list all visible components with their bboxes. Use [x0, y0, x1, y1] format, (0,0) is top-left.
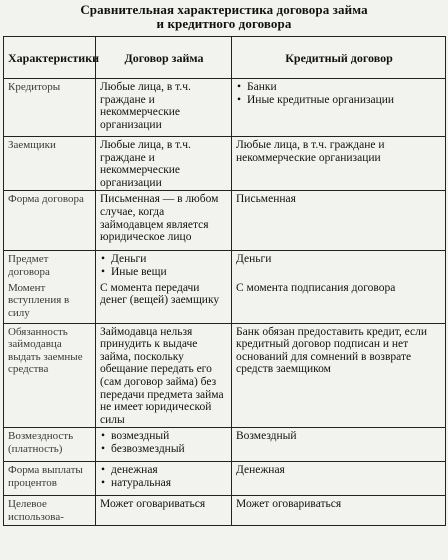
loan-cell — [96, 462, 232, 496]
comparison-table — [3, 36, 446, 526]
header-characteristics: Характеристики — [4, 37, 96, 79]
table-header-row — [4, 37, 446, 79]
table-row — [4, 428, 446, 462]
table-row — [4, 496, 446, 525]
bullet-list — [236, 81, 442, 106]
list-item: • денежная — [100, 464, 228, 477]
credit-cell: Деньги — [232, 251, 446, 280]
credit-cell — [232, 79, 446, 137]
table-row — [4, 323, 446, 428]
list-item: • Иные вещи — [100, 266, 228, 279]
row-label: Обязанность займодавца выдать заемные средства — [4, 323, 96, 428]
list-item: • возмездный — [100, 430, 228, 443]
credit-cell: С момента подписания договора — [232, 280, 446, 324]
credit-cell: Может оговариваться — [232, 496, 446, 525]
row-label: Предмет договора — [4, 251, 96, 280]
header-loan-agreement: Договор займа — [96, 37, 232, 79]
page-title — [0, 0, 448, 33]
loan-cell: Любые лица, в т.ч. граждане и некоммерческие организации — [96, 79, 232, 137]
table-row — [4, 462, 446, 496]
list-item: • Банки — [236, 81, 442, 94]
table-row — [4, 191, 446, 251]
loan-cell — [96, 428, 232, 462]
credit-cell: Возмездный — [232, 428, 446, 462]
bullet-list — [100, 464, 228, 489]
credit-cell: Письменная — [232, 191, 446, 251]
table-row — [4, 280, 446, 324]
row-label: Форма договора — [4, 191, 96, 251]
list-item: • безвозмездный — [100, 443, 228, 456]
loan-cell: С момента передачи денег (вещей) заемщику — [96, 280, 232, 324]
table-row — [4, 79, 446, 137]
table-row — [4, 137, 446, 191]
title-line-2: и кредитного договора — [156, 16, 292, 31]
loan-cell: Любые лица, в т.ч. граждане и некоммерческие организации — [96, 137, 232, 191]
row-label: Момент вступления в силу — [4, 280, 96, 324]
loan-cell: Может оговариваться — [96, 496, 232, 525]
loan-cell: Письменная — в любом случае, когда займодавцем является юридическое лицо — [96, 191, 232, 251]
credit-cell: Денежная — [232, 462, 446, 496]
bullet-list — [100, 253, 228, 278]
row-label: Кредиторы — [4, 79, 96, 137]
row-label: Целевое использова- — [4, 496, 96, 525]
credit-cell: Любые лица, в т.ч. граждане и некоммерческие организации — [232, 137, 446, 191]
row-label: Заемщики — [4, 137, 96, 191]
credit-cell: Банк обязан предоставить кредит, если кредитный договор подписан и нет оснований для сомнений в возврате средств заемщиком — [232, 323, 446, 428]
loan-cell — [96, 251, 232, 280]
list-item: • натуральная — [100, 477, 228, 490]
list-item: • Иные кредитные организации — [236, 94, 442, 107]
list-item: • Деньги — [100, 253, 228, 266]
loan-cell: Займодавца нельзя принудить к выдаче займа, поскольку обещание передать его (сам договор займа) без передачи предмета займа не имеет юридической силы — [96, 323, 232, 428]
table-row — [4, 251, 446, 280]
row-label: Возмездность (платность) — [4, 428, 96, 462]
row-label: Форма выплаты процентов — [4, 462, 96, 496]
header-credit-agreement: Кредитный договор — [232, 37, 446, 79]
title-line-1: Сравнительная характеристика договора займа — [80, 2, 368, 17]
bullet-list — [100, 430, 228, 455]
